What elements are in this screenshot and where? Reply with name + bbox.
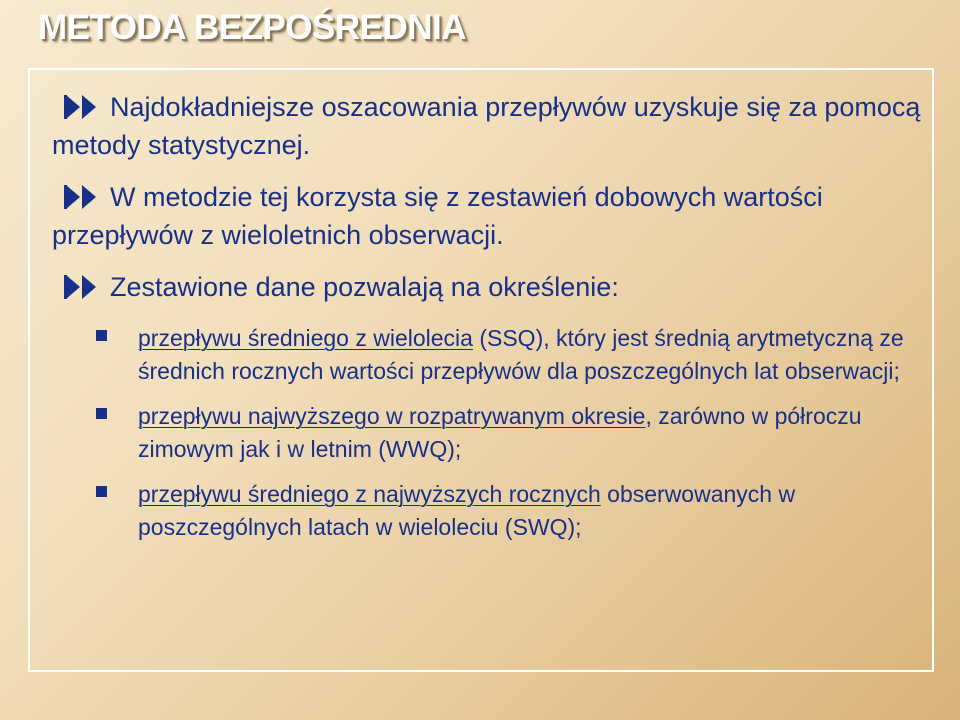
subbullet-2 — [52, 400, 922, 466]
slide-title: METODA BEZPOŚREDNIA — [38, 8, 467, 47]
bullet-1 — [52, 88, 922, 164]
subbullet-1 — [52, 322, 922, 388]
square-bullet-icon — [96, 330, 107, 341]
square-bullet-icon — [96, 408, 107, 419]
double-arrow-icon — [64, 185, 104, 209]
bullet-2 — [52, 178, 922, 254]
subbullet-1-term: przepływu średniego z wielolecia — [138, 325, 473, 351]
square-bullet-icon — [96, 486, 107, 497]
subbullet-1-text: (SSQ), który jest średnią arytmetyczną ze średnich rocznych wartości przepływów dla poszczególnych lat obserwacji; — [138, 325, 904, 384]
double-arrow-icon — [64, 95, 104, 119]
bullet-3-text: Zestawione dane pozwalają na określenie: — [110, 272, 619, 302]
subbullet-3-text: obserwowanych w poszczególnych latach w wieloleciu (SWQ); — [138, 481, 796, 540]
subbullet-2-text: , zarówno w półroczu zimowym jak i w letnim (WWQ); — [138, 403, 862, 462]
bullet-1-text: Najdokładniejsze oszacowania przepływów uzyskuje się za pomocą metody statystycznej. — [52, 92, 921, 160]
slide-content — [52, 88, 922, 556]
bullet-2-text: W metodzie tej korzysta się z zestawień dobowych wartości przepływów z wieloletnich obserwacji. — [52, 182, 823, 250]
double-arrow-icon — [64, 275, 104, 299]
subbullet-2-term: przepływu najwyższego w rozpatrywanym okresie — [138, 403, 646, 429]
bullet-3 — [52, 268, 922, 306]
subbullet-3-term: przepływu średniego z najwyższych rocznych — [138, 481, 601, 507]
subbullet-3 — [52, 478, 922, 544]
